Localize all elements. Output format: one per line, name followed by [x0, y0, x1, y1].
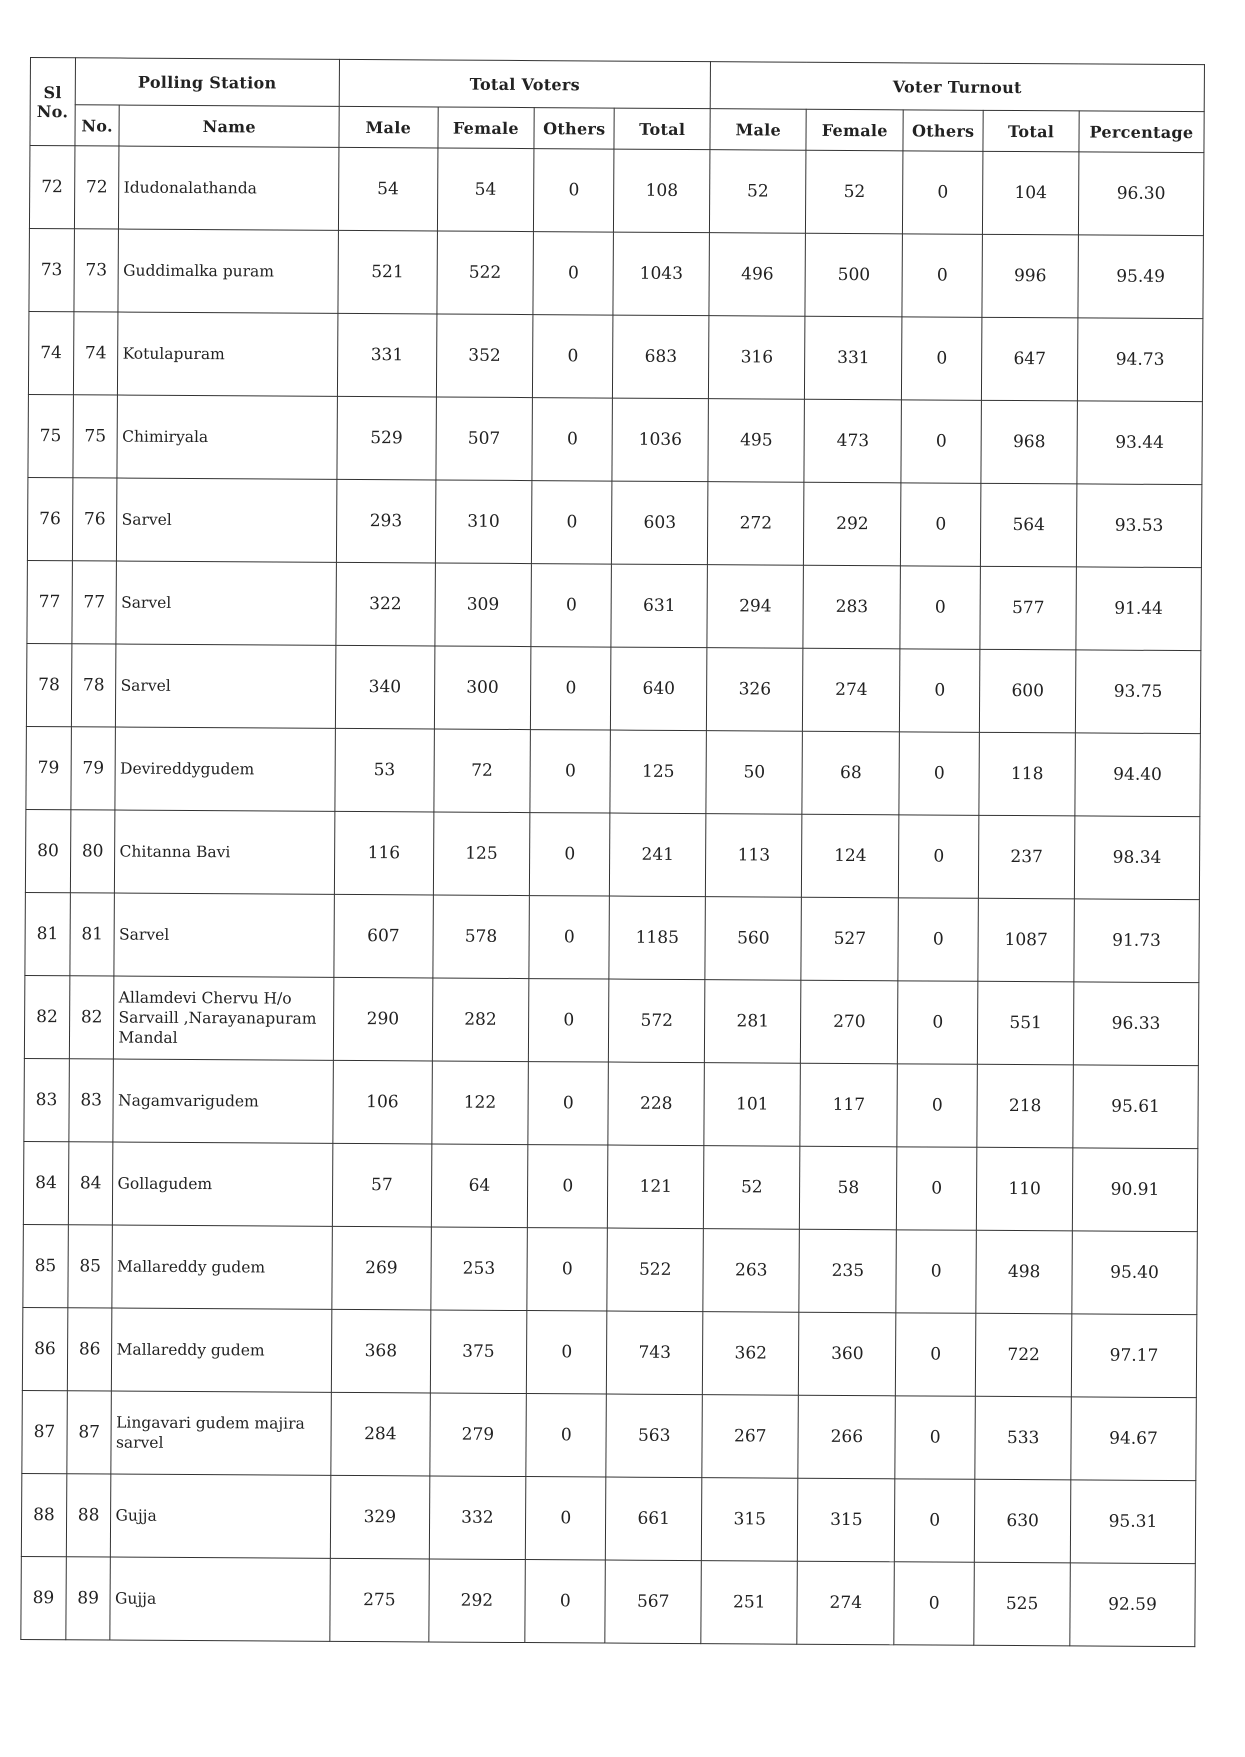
vt-others-cell: 0	[894, 1562, 975, 1645]
sl-no-cell: 74	[28, 311, 73, 394]
vt-others-cell: 0	[899, 732, 980, 815]
vt-total-cell: 218	[977, 1064, 1073, 1148]
table-row	[21, 1556, 1195, 1646]
vt-male-cell: 496	[709, 233, 806, 317]
table-row	[23, 1141, 1197, 1231]
vt-total-header: Total	[983, 110, 1079, 152]
station-no-cell: 74	[73, 312, 118, 395]
station-no-cell: 80	[70, 810, 115, 893]
station-name-cell: Gujja	[110, 1557, 330, 1641]
tv-others-cell: 0	[528, 1062, 609, 1145]
vt-others-cell: 0	[895, 1313, 976, 1396]
station-no-cell: 81	[70, 893, 115, 976]
tv-total-cell: 640	[611, 647, 707, 731]
station-name-cell: Devireddygudem	[115, 727, 335, 811]
vt-female-cell: 117	[800, 1063, 897, 1147]
percentage-cell: 90.91	[1072, 1148, 1198, 1232]
vt-others-cell: 0	[900, 483, 981, 566]
vt-female-cell: 274	[797, 1561, 894, 1645]
station-name-cell: Sarvel	[116, 644, 336, 728]
table-row	[28, 394, 1202, 484]
tv-total-cell: 567	[605, 1560, 701, 1644]
tv-male-cell: 269	[332, 1226, 431, 1310]
vt-female-cell: 527	[801, 897, 898, 981]
sl-no-cell: 73	[29, 228, 74, 311]
sl-no-cell: 89	[21, 1556, 66, 1639]
percentage-cell: 93.53	[1076, 484, 1202, 568]
vt-female-cell: 500	[805, 233, 902, 317]
vt-female-cell: 235	[799, 1229, 896, 1313]
station-name-cell: Sarvel	[116, 561, 336, 645]
tv-others-cell: 0	[531, 564, 612, 647]
sl-no-cell: 87	[22, 1390, 67, 1473]
tv-female-header: Female	[438, 107, 535, 149]
vt-others-cell: 0	[898, 815, 979, 898]
station-name-cell: Chitanna Bavi	[115, 810, 335, 894]
sl-no-cell: 80	[25, 809, 70, 892]
table-row	[29, 146, 1203, 236]
tv-total-cell: 1036	[612, 398, 708, 482]
station-name-cell: Kotulapuram	[118, 312, 338, 396]
vt-total-cell: 533	[975, 1396, 1071, 1480]
station-no-cell: 75	[73, 395, 118, 478]
tv-female-cell: 375	[430, 1310, 527, 1394]
vt-female-cell: 58	[800, 1146, 897, 1230]
vt-male-cell: 50	[706, 731, 803, 815]
table-row	[22, 1307, 1196, 1397]
table-row	[22, 1390, 1196, 1480]
tv-male-cell: 322	[336, 562, 435, 646]
station-no-cell: 87	[67, 1391, 112, 1474]
station-no-cell: 86	[67, 1308, 112, 1391]
vt-male-cell: 267	[702, 1395, 799, 1479]
vt-others-cell: 0	[899, 649, 980, 732]
vt-total-cell: 600	[980, 649, 1076, 733]
vt-others-cell: 0	[901, 317, 982, 400]
vt-others-cell: 0	[898, 898, 979, 981]
tv-male-cell: 329	[330, 1475, 429, 1559]
tv-female-cell: 300	[434, 646, 531, 730]
table-row	[25, 809, 1199, 899]
percentage-cell: 96.30	[1078, 152, 1204, 236]
tv-male-cell: 368	[331, 1309, 430, 1393]
tv-total-cell: 683	[613, 315, 709, 399]
vt-total-cell: 498	[976, 1230, 1072, 1314]
document-page	[20, 57, 1205, 1647]
tv-others-cell: 0	[534, 149, 615, 232]
sl-no-cell: 88	[21, 1473, 66, 1556]
tv-total-cell: 108	[614, 149, 710, 233]
tv-others-cell: 0	[526, 1311, 607, 1394]
tv-male-cell: 284	[331, 1392, 430, 1476]
table-row	[28, 311, 1202, 401]
station-no-cell: 85	[68, 1225, 113, 1308]
tv-female-cell: 253	[430, 1227, 527, 1311]
tv-male-cell: 57	[332, 1143, 431, 1227]
station-name-cell: Lingavari gudem majira sarvel	[111, 1391, 331, 1475]
station-name-cell: Guddimalka puram	[118, 229, 338, 313]
sl-no-cell: 76	[27, 477, 72, 560]
tv-total-cell: 121	[608, 1145, 704, 1229]
station-no-cell: 83	[69, 1059, 114, 1142]
sl-no-cell: 78	[26, 643, 71, 726]
station-no-cell: 78	[71, 644, 116, 727]
tv-male-cell: 607	[334, 894, 433, 978]
vt-male-cell: 101	[704, 1063, 801, 1147]
vt-others-cell: 0	[896, 1147, 977, 1230]
vt-male-cell: 315	[701, 1478, 798, 1562]
table-row	[23, 1224, 1197, 1314]
tv-others-cell: 0	[528, 979, 609, 1062]
tv-female-cell: 72	[433, 729, 530, 813]
station-name-cell: Gujja	[111, 1474, 331, 1558]
station-name-cell: Allamdevi Chervu H/o Sarvaill ,Narayanapuram Mandal	[114, 976, 334, 1060]
vt-male-cell: 251	[701, 1561, 798, 1645]
vt-male-cell: 495	[708, 399, 805, 483]
station-name-cell: Sarvel	[114, 893, 334, 977]
vt-female-cell: 124	[802, 814, 899, 898]
tv-others-cell: 0	[533, 232, 614, 315]
tv-others-cell: 0	[525, 1560, 606, 1643]
table-row	[27, 560, 1201, 650]
station-no-cell: 82	[69, 976, 114, 1059]
vt-female-cell: 473	[804, 399, 901, 483]
tv-total-cell: 661	[606, 1477, 702, 1561]
tv-male-cell: 293	[336, 479, 435, 563]
tv-total-cell: 743	[607, 1311, 703, 1395]
vt-male-cell: 326	[706, 648, 803, 732]
tv-female-cell: 292	[428, 1559, 525, 1643]
vt-total-cell: 525	[974, 1562, 1070, 1646]
tv-female-cell: 507	[435, 397, 532, 481]
tv-female-cell: 352	[436, 314, 533, 398]
table-row	[27, 477, 1201, 567]
vt-female-cell: 68	[802, 731, 899, 815]
tv-female-cell: 522	[437, 231, 534, 315]
vt-total-cell: 968	[981, 400, 1077, 484]
tv-total-cell: 125	[610, 730, 706, 814]
tv-total-cell: 241	[610, 813, 706, 897]
percentage-cell: 91.73	[1074, 899, 1200, 983]
vt-male-cell: 362	[702, 1312, 799, 1396]
table-row	[26, 726, 1200, 816]
vt-others-cell: 0	[896, 1230, 977, 1313]
vt-male-cell: 316	[708, 316, 805, 400]
tv-female-cell: 332	[429, 1476, 526, 1560]
tv-female-cell: 310	[435, 480, 532, 564]
vt-female-cell: 331	[805, 316, 902, 400]
vt-male-cell: 560	[705, 897, 802, 981]
table-row	[21, 1473, 1195, 1563]
station-no-cell: 88	[66, 1474, 111, 1557]
vt-total-cell: 237	[979, 815, 1075, 899]
tv-total-cell: 228	[608, 1062, 704, 1146]
tv-total-cell: 603	[612, 481, 708, 565]
tv-others-cell: 0	[532, 481, 613, 564]
percentage-cell: 92.59	[1070, 1563, 1196, 1647]
tv-female-cell: 125	[433, 812, 530, 896]
station-name-cell: Chimiryala	[117, 395, 337, 479]
tv-others-cell: 0	[527, 1228, 608, 1311]
tv-female-cell: 279	[429, 1393, 526, 1477]
table-row	[25, 892, 1199, 982]
vt-others-cell: 0	[895, 1396, 976, 1479]
vt-total-cell: 564	[981, 483, 1077, 567]
vt-others-cell: 0	[902, 234, 983, 317]
percentage-header: Percentage	[1079, 111, 1204, 153]
tv-female-cell: 282	[432, 978, 529, 1062]
tv-others-cell: 0	[532, 398, 613, 481]
station-no-cell: 79	[71, 727, 116, 810]
sl-no-cell: 79	[26, 726, 71, 809]
tv-total-cell: 563	[606, 1394, 702, 1478]
vt-female-cell: 270	[801, 980, 898, 1064]
percentage-cell: 96.33	[1073, 982, 1199, 1066]
tv-male-cell: 53	[335, 728, 434, 812]
vt-total-cell: 630	[975, 1479, 1071, 1563]
table-header	[30, 58, 1205, 153]
percentage-cell: 94.40	[1075, 733, 1201, 817]
sl-no-cell: 83	[24, 1058, 69, 1141]
percentage-cell: 94.73	[1077, 318, 1203, 402]
tv-others-cell: 0	[529, 813, 610, 896]
table-row	[26, 643, 1200, 733]
vt-total-cell: 996	[982, 234, 1078, 318]
vt-others-cell: 0	[901, 400, 982, 483]
tv-female-cell: 122	[431, 1061, 528, 1145]
station-no-cell: 76	[72, 478, 117, 561]
vt-male-cell: 263	[703, 1229, 800, 1313]
vt-others-header: Others	[903, 110, 984, 151]
station-no-cell: 73	[74, 229, 119, 312]
station-name-cell: Idudonalathanda	[119, 146, 339, 230]
sl-no-cell: 81	[25, 892, 70, 975]
vt-others-cell: 0	[894, 1479, 975, 1562]
vt-female-cell: 274	[803, 648, 900, 732]
percentage-cell: 95.49	[1078, 235, 1204, 319]
sl-no-cell: 82	[24, 975, 69, 1058]
vt-male-cell: 52	[709, 150, 806, 234]
tv-others-cell: 0	[526, 1394, 607, 1477]
station-name-cell: Nagamvarigudem	[113, 1059, 333, 1143]
station-name-cell: Gollagudem	[113, 1142, 333, 1226]
tv-others-header: Others	[534, 108, 615, 149]
percentage-cell: 93.75	[1075, 650, 1201, 734]
percentage-cell: 97.17	[1071, 1314, 1197, 1398]
sl-no-cell: 77	[27, 560, 72, 643]
vt-others-cell: 0	[897, 1064, 978, 1147]
percentage-cell: 93.44	[1077, 401, 1203, 485]
sl-no-cell: 72	[29, 146, 74, 229]
tv-total-cell: 1185	[609, 896, 705, 980]
tv-total-cell: 1043	[613, 232, 709, 316]
tv-male-cell: 54	[338, 147, 437, 231]
station-name-header: Name	[119, 105, 339, 147]
tv-male-cell: 116	[334, 811, 433, 895]
station-no-cell: 89	[66, 1557, 111, 1640]
vt-total-cell: 577	[980, 566, 1076, 650]
vt-others-cell: 0	[900, 566, 981, 649]
table-row	[29, 228, 1203, 318]
tv-others-cell: 0	[533, 315, 614, 398]
tv-female-cell: 309	[434, 563, 531, 647]
vt-total-cell: 110	[977, 1147, 1073, 1231]
vt-total-cell: 551	[978, 981, 1074, 1065]
vt-total-cell: 104	[983, 151, 1079, 235]
vt-total-cell: 647	[982, 317, 1078, 401]
percentage-cell: 95.40	[1072, 1231, 1198, 1315]
station-no-cell: 72	[74, 146, 119, 229]
tv-male-cell: 106	[333, 1060, 432, 1144]
percentage-cell: 98.34	[1074, 816, 1200, 900]
station-name-cell: Mallareddy gudem	[112, 1308, 332, 1392]
vt-male-cell: 281	[704, 980, 801, 1064]
percentage-cell: 95.61	[1073, 1065, 1199, 1149]
sl-no-cell: 86	[22, 1307, 67, 1390]
tv-male-header: Male	[339, 106, 438, 148]
vt-female-cell: 292	[804, 482, 901, 566]
percentage-cell: 91.44	[1076, 567, 1202, 651]
vt-others-cell: 0	[902, 151, 983, 234]
vt-total-cell: 118	[979, 732, 1075, 816]
vt-male-cell: 294	[707, 565, 804, 649]
station-no-header: No.	[75, 105, 120, 146]
station-no-cell: 84	[68, 1142, 113, 1225]
tv-male-cell: 521	[338, 230, 437, 314]
tv-male-cell: 275	[330, 1558, 429, 1642]
station-name-cell: Sarvel	[117, 478, 337, 562]
tv-others-cell: 0	[531, 647, 612, 730]
table-body	[21, 146, 1204, 1647]
tv-others-cell: 0	[525, 1477, 606, 1560]
vt-male-cell: 272	[707, 482, 804, 566]
tv-male-cell: 529	[337, 396, 436, 480]
total-voters-header: Total Voters	[339, 59, 710, 108]
voter-turnout-table	[20, 57, 1205, 1647]
tv-female-cell: 64	[431, 1144, 528, 1228]
vt-total-cell: 1087	[978, 898, 1074, 982]
vt-male-cell: 113	[705, 814, 802, 898]
table-row	[24, 1058, 1198, 1148]
tv-female-cell: 54	[437, 148, 534, 232]
vt-total-cell: 722	[976, 1313, 1072, 1397]
tv-male-cell: 290	[333, 977, 432, 1061]
vt-female-header: Female	[806, 109, 903, 151]
vt-female-cell: 360	[799, 1312, 896, 1396]
vt-female-cell: 283	[803, 565, 900, 649]
vt-female-cell: 315	[798, 1478, 895, 1562]
voter-turnout-header: Voter Turnout	[710, 62, 1204, 112]
station-no-cell: 77	[72, 561, 117, 644]
vt-male-header: Male	[710, 109, 807, 151]
table-row	[24, 975, 1198, 1065]
tv-others-cell: 0	[529, 896, 610, 979]
tv-total-header: Total	[614, 108, 710, 150]
percentage-cell: 95.31	[1070, 1480, 1196, 1564]
vt-female-cell: 266	[798, 1395, 895, 1479]
percentage-cell: 94.67	[1071, 1397, 1197, 1481]
tv-male-cell: 340	[335, 645, 434, 729]
sl-no-cell: 75	[28, 394, 73, 477]
tv-others-cell: 0	[527, 1145, 608, 1228]
sl-no-cell: 84	[23, 1141, 68, 1224]
tv-female-cell: 578	[432, 895, 529, 979]
tv-others-cell: 0	[530, 730, 611, 813]
tv-total-cell: 522	[607, 1228, 703, 1312]
sl-no-header: Sl No.	[30, 58, 75, 146]
vt-others-cell: 0	[897, 981, 978, 1064]
tv-total-cell: 631	[611, 564, 707, 648]
sl-no-cell: 85	[23, 1224, 68, 1307]
tv-total-cell: 572	[609, 979, 705, 1063]
polling-station-header: Polling Station	[75, 58, 340, 107]
vt-male-cell: 52	[703, 1146, 800, 1230]
tv-male-cell: 331	[337, 313, 436, 397]
vt-female-cell: 52	[806, 150, 903, 234]
station-name-cell: Mallareddy gudem	[112, 1225, 332, 1309]
